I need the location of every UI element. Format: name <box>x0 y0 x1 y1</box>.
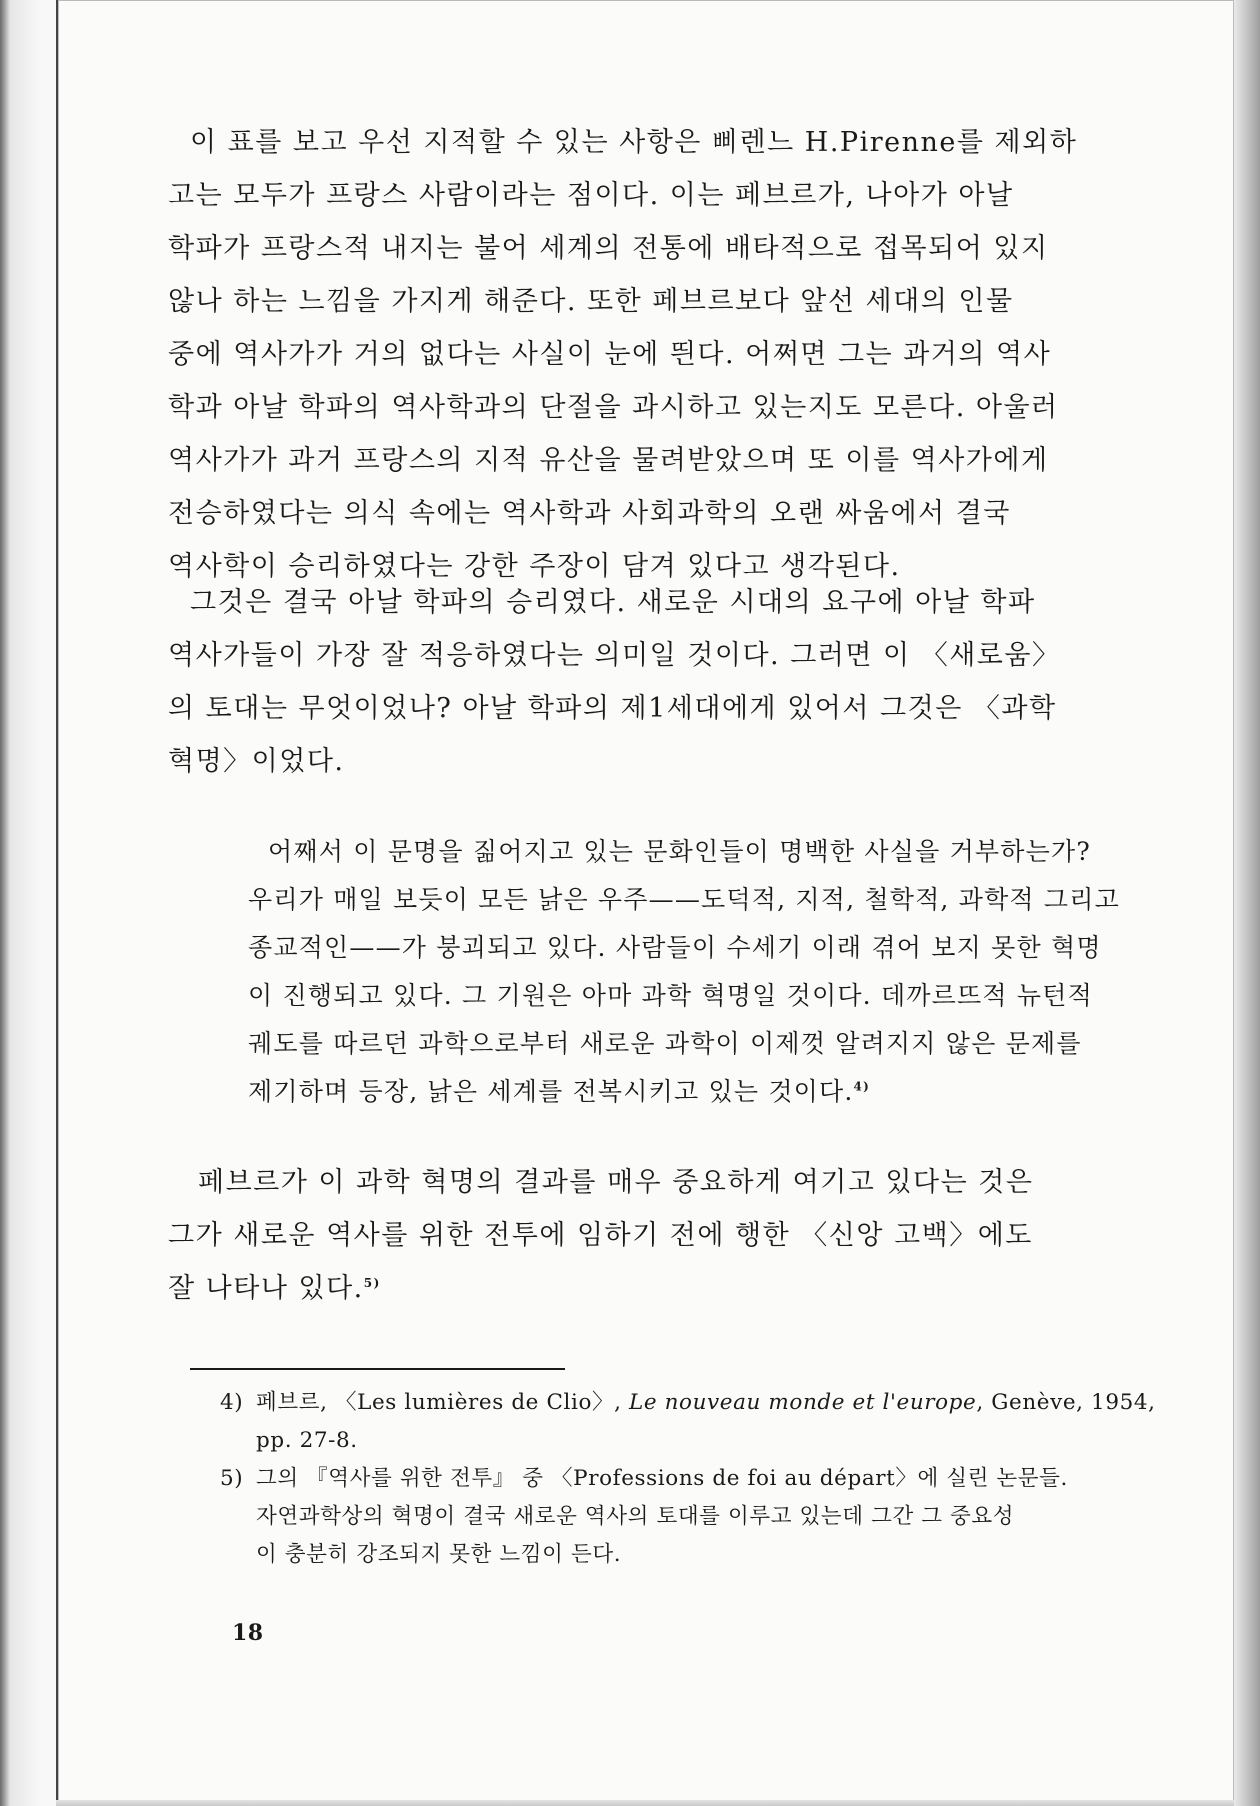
footnote-pages: pp. 27-8. <box>256 1428 358 1453</box>
footnote-book-title: Le nouveau monde et l'europe <box>628 1390 977 1415</box>
body-paragraph-3 <box>168 1156 1090 1315</box>
footnote-text: 자연과학상의 혁명이 결국 새로운 역사의 토대를 이루고 있는데 그간 그 중요성 <box>256 1504 1015 1529</box>
footnote-line <box>220 1384 1156 1422</box>
quote-line: 종교적인——가 붕괴되고 있다. 사람들이 수세기 이래 겪어 보지 못한 혁명 <box>248 933 1102 962</box>
quote-last-line <box>192 1068 1088 1116</box>
text-line: 페브르가 이 과학 혁명의 결과를 매우 중요하게 여기고 있다는 것은 <box>198 1167 1034 1198</box>
footnote-line <box>220 1460 1088 1498</box>
text-line: 그가 새로운 역사를 위한 전투에 임하기 전에 행한 〈신앙 고백〉에도 <box>168 1220 1033 1251</box>
quote-line: 어째서 이 문명을 짊어지고 있는 문화인들이 명백한 사실을 거부하는가? <box>268 837 1091 866</box>
text-line: 전승하였다는 의식 속에는 역사학과 사회과학의 오랜 싸움에서 결국 <box>168 498 1011 529</box>
quote-line: 제기하며 등장, 낡은 세계를 전복시키고 있는 것이다. <box>248 1077 854 1106</box>
footnote-number: 4) <box>220 1390 244 1415</box>
text-line: 고는 모두가 프랑스 사람이라는 점이다. 이는 페브르가, 나아가 아날 <box>168 180 1014 211</box>
text-line: 중에 역사가가 거의 없다는 사실이 눈에 띈다. 어쩌면 그는 과거의 역사 <box>168 339 1052 370</box>
quote-line: 이 진행되고 있다. 그 기원은 아마 과학 혁명일 것이다. 데까르뜨적 뉴턴적 <box>248 981 1093 1010</box>
body-paragraph-2 <box>168 576 1090 788</box>
page-number: 18 <box>232 1620 264 1646</box>
text-line: 역사학이 승리하였다는 강한 주장이 담겨 있다고 생각된다. <box>168 551 901 582</box>
footnote-5 <box>220 1460 1088 1574</box>
text-line: 이 표를 보고 우선 지적할 수 있는 사항은 삐렌느 H.Pirenne를 제외하 <box>190 127 1078 158</box>
text-line: 그것은 결국 아날 학파의 승리였다. 새로운 시대의 요구에 아날 학파 <box>190 587 1036 618</box>
text-line: 학과 아날 학파의 역사학과의 단절을 과시하고 있는지도 모른다. 아울러 <box>168 392 1059 423</box>
text-line: 역사가가 과거 프랑스의 지적 유산을 물려받았으며 또 이를 역사가에게 <box>168 445 1049 476</box>
body-paragraph-1 <box>168 116 1090 593</box>
footnote-divider <box>190 1368 565 1370</box>
footnote-text: 페브르, 〈Les lumières de Clio〉, <box>256 1390 629 1415</box>
footnote-text: 그의 『역사를 위한 전투』 중 〈Professions de foi au départ〉에 실린 논문들. <box>256 1466 1068 1491</box>
text-line: 혁명〉이었다. <box>168 746 345 777</box>
block-quote <box>192 828 1120 1116</box>
footnote-ref-5[interactable]: 5) <box>363 1276 381 1290</box>
footnote-4 <box>220 1384 1156 1460</box>
page-edge-shadow <box>1234 0 1260 1806</box>
text-line: 학파가 프랑스적 내지는 불어 세계의 전통에 배타적으로 접목되어 있지 <box>168 233 1049 264</box>
footnote-text: , Genève, 1954, <box>976 1390 1156 1415</box>
paragraph-last-line <box>168 1262 1090 1315</box>
text-line: 역사가들이 가장 잘 적응하였다는 의미일 것이다. 그러면 이 〈새로움〉 <box>168 640 1061 671</box>
quote-line: 우리가 매일 보듯이 모든 낡은 우주——도덕적, 지적, 철학적, 과학적 그리고 <box>248 885 1120 914</box>
text-line: 의 토대는 무엇이었나? 아날 학파의 제1세대에게 있어서 그것은 〈과학 <box>168 693 1057 724</box>
text-line: 않나 하는 느낌을 가지게 해준다. 또한 페브르보다 앞선 세대의 인물 <box>168 286 1014 317</box>
footnote-number: 5) <box>220 1466 244 1491</box>
text-line: 잘 나타나 있다. <box>168 1273 364 1304</box>
footnote-ref-4[interactable]: 4) <box>853 1079 870 1094</box>
footnote-text: 이 충분히 강조되지 못한 느낌이 든다. <box>256 1542 622 1567</box>
page-bottom-edge <box>56 1800 1234 1806</box>
quote-line: 궤도를 따르던 과학으로부터 새로운 과학이 이제껏 알려지지 않은 문제를 <box>248 1029 1082 1058</box>
